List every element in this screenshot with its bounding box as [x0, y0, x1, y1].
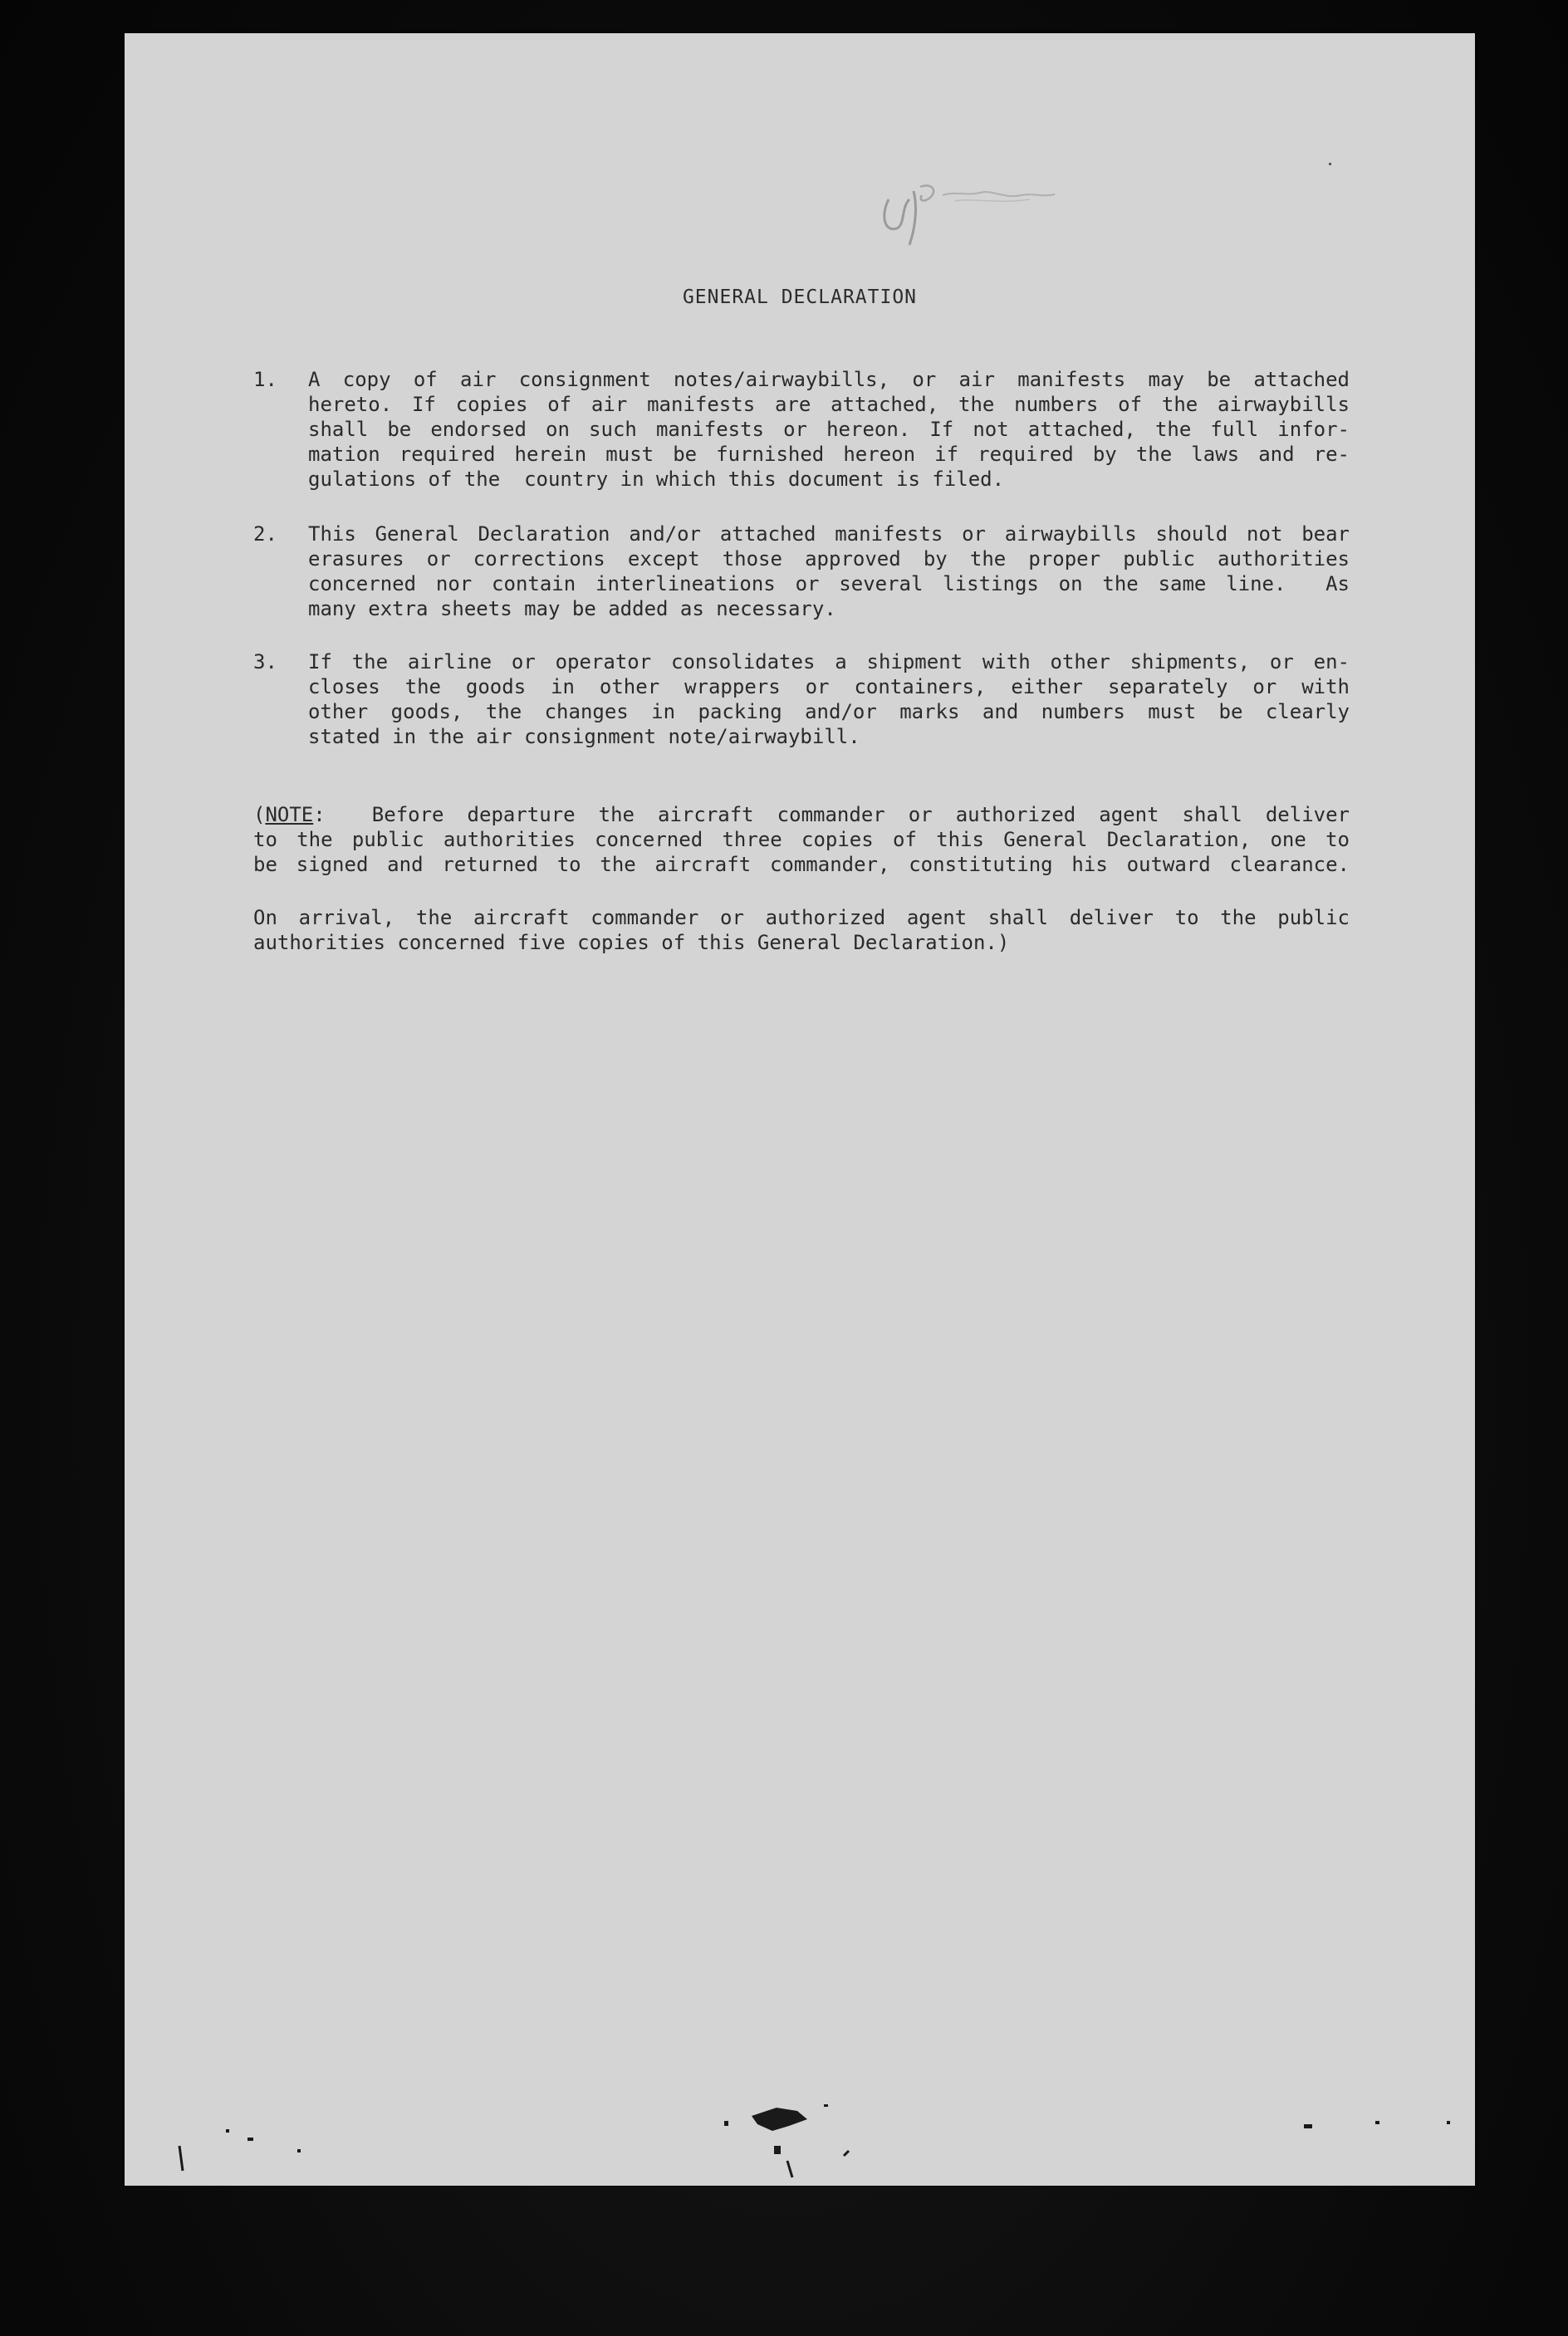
note-open-paren: (: [253, 803, 266, 826]
clause-line: erasures or corrections except those approved by the proper public authorities: [308, 547, 1350, 571]
note-line-text: : Before departure the aircraft commander or authorized agent shall deliver: [313, 803, 1350, 826]
clause-line: many extra sheets may be added as necessary.: [308, 597, 836, 620]
clause-line: This General Declaration and/or attached manifests or airwaybills should not bear: [308, 522, 1350, 546]
clause-number: 1.: [253, 368, 277, 391]
clause-line: stated in the air consignment note/airwaybill.: [308, 725, 860, 748]
note-label: NOTE: [265, 803, 314, 826]
clause-number: 3.: [253, 650, 277, 673]
note-line: [253, 802, 1350, 827]
clause-line: shall be endorsed on such manifests or hereon. If not attached, the full infor-: [308, 418, 1350, 441]
clause-line: other goods, the changes in packing and/or marks and numbers must be clearly: [308, 700, 1350, 723]
document-sheet: [125, 33, 1475, 2186]
note-line: be signed and returned to the aircraft commander, constituting his outward clearance.: [253, 853, 1350, 876]
document-title: GENERAL DECLARATION: [682, 286, 918, 308]
clause-line: If the airline or operator consolidates a shipment with other shipments, or en-: [308, 650, 1350, 673]
handwritten-mark: [872, 149, 1071, 257]
clause-line: mation required herein must be furnished hereon if required by the laws and re-: [308, 443, 1350, 466]
clause-line: concerned nor contain interlineations or several listings on the same line. As: [308, 572, 1350, 595]
clause-line: closes the goods in other wrappers or containers, either separately or with: [308, 675, 1350, 698]
arrival-line: On arrival, the aircraft commander or authorized agent shall deliver to the public: [253, 906, 1350, 929]
arrival-line: authorities concerned five copies of this General Declaration.): [253, 931, 1010, 954]
note-line: to the public authorities concerned three copies of this General Declaration, one to: [253, 828, 1350, 851]
clause-line: gulations of the country in which this document is filed.: [308, 468, 1005, 491]
clause-number: 2.: [253, 522, 277, 546]
clause-line: A copy of air consignment notes/airwaybills, or air manifests may be attached: [308, 368, 1350, 391]
clause-line: hereto. If copies of air manifests are attached, the numbers of the airwaybills: [308, 393, 1350, 416]
